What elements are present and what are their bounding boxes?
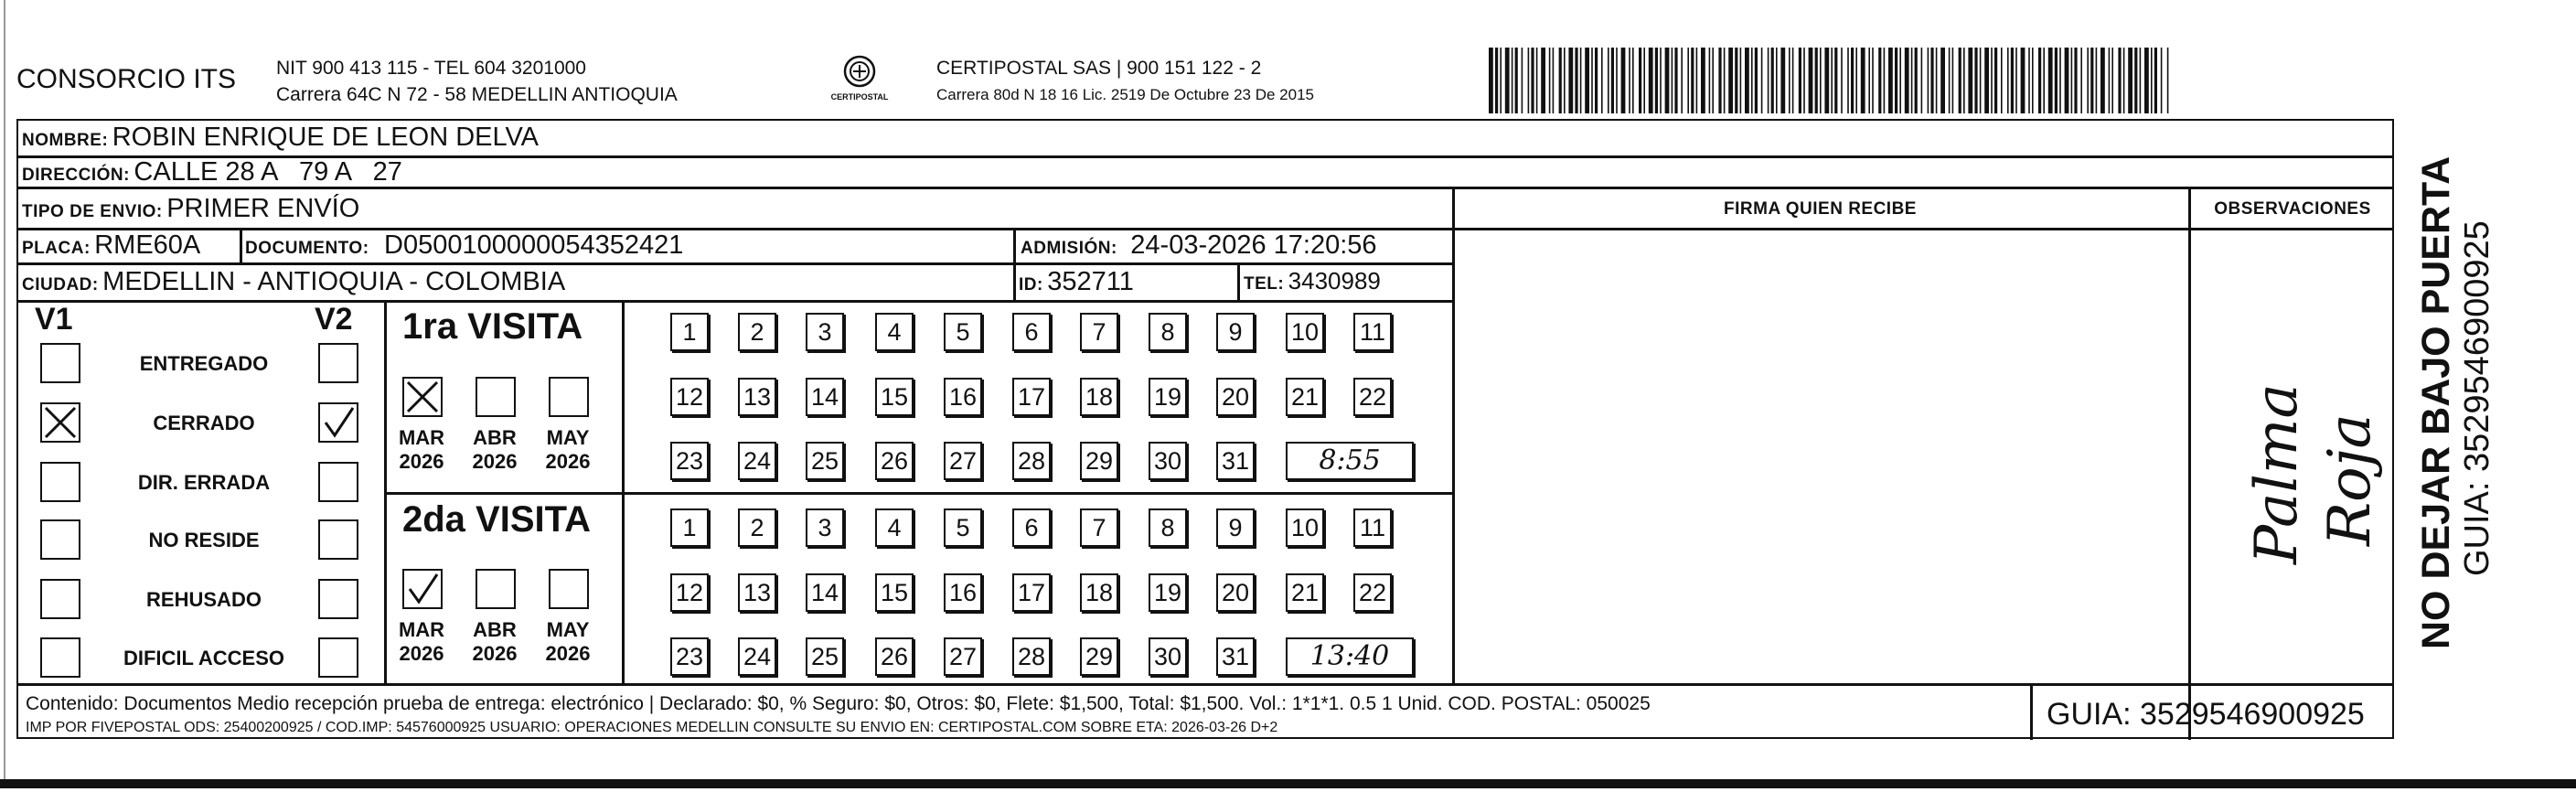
carrier-address: Carrera 80d N 18 16 Lic. 2519 De Octubre 23 De 2015 bbox=[936, 86, 1314, 103]
v1-checkbox[interactable] bbox=[40, 579, 80, 619]
second-visit-day-box[interactable]: 31 bbox=[1216, 637, 1255, 676]
company-address: Carrera 64C N 72 - 58 MEDELLIN ANTIOQUIA bbox=[276, 84, 678, 105]
status-label: NO RESIDE bbox=[148, 529, 260, 551]
v2-checkbox[interactable] bbox=[318, 402, 358, 443]
placa-label: PLACA: bbox=[22, 239, 91, 258]
tel-value: 3430989 bbox=[1288, 267, 1381, 294]
status-label: DIR. ERRADA bbox=[137, 471, 271, 494]
tipo-envio-value: PRIMER ENVÍO bbox=[166, 194, 360, 223]
first-visit-day-box[interactable]: 21 bbox=[1286, 378, 1324, 416]
second-visit-month-label bbox=[463, 618, 527, 666]
month-year: 2026 bbox=[399, 450, 444, 473]
second-visit-day-box[interactable]: 2 bbox=[738, 508, 776, 547]
second-visit-day-box[interactable]: 15 bbox=[875, 573, 914, 612]
month-name: MAY bbox=[546, 426, 590, 449]
side-warning: NO DEJAR BAJO PUERTA bbox=[2414, 155, 2458, 649]
second-visit-day-box[interactable]: 28 bbox=[1012, 637, 1051, 676]
v2-checkbox[interactable] bbox=[318, 579, 358, 619]
first-visit-day-box[interactable]: 10 bbox=[1286, 313, 1324, 351]
second-visit-day-box[interactable]: 24 bbox=[738, 637, 776, 676]
second-visit-day-box[interactable]: 10 bbox=[1286, 508, 1324, 547]
placa-value: RME60A bbox=[94, 230, 201, 260]
footer-guia: GUIA: 3529546900925 bbox=[2047, 697, 2365, 732]
second-visit-day-box[interactable]: 14 bbox=[806, 573, 844, 612]
second-visit-month-label bbox=[536, 618, 600, 666]
second-visit-day-box[interactable]: 7 bbox=[1080, 508, 1118, 547]
first-visit-day-box[interactable]: 23 bbox=[670, 442, 709, 480]
first-visit-day-box[interactable]: 1 bbox=[670, 313, 709, 351]
nombre-label: NOMBRE: bbox=[22, 131, 109, 150]
admision-value: 24-03-2026 17:20:56 bbox=[1130, 230, 1377, 260]
first-visit-day-box[interactable]: 28 bbox=[1012, 442, 1051, 480]
second-visit-day-box[interactable]: 4 bbox=[875, 508, 914, 547]
second-visit-day-box[interactable]: 30 bbox=[1149, 637, 1187, 676]
v1-checkbox[interactable] bbox=[40, 402, 80, 443]
observaciones-label: OBSERVACIONES bbox=[2214, 199, 2371, 219]
first-visit-day-box[interactable]: 11 bbox=[1353, 313, 1392, 351]
second-visit-day-box[interactable]: 26 bbox=[875, 637, 914, 676]
month-year: 2026 bbox=[545, 450, 591, 473]
second-visit-day-box[interactable]: 23 bbox=[670, 637, 709, 676]
month-name: MAR bbox=[398, 618, 445, 641]
first-visit-month-checkbox[interactable] bbox=[549, 377, 589, 417]
imp-text: IMP POR FIVEPOSTAL ODS: 25400200925 / COD.IMP: 54576000925 USUARIO: OPERACIONES MEDELLIN CONSULTE SU ENVIO EN: CERTIPOSTAL.COM SOBRE ETA: 2026-03-26 D+2 bbox=[26, 720, 1278, 735]
tel-label: TEL: bbox=[1244, 274, 1285, 294]
v1-checkbox[interactable] bbox=[40, 343, 80, 383]
side-guia: GUIA: 3529546900925 bbox=[2458, 220, 2496, 576]
first-visit-day-box[interactable]: 5 bbox=[944, 313, 982, 351]
first-visit-day-box[interactable]: 4 bbox=[875, 313, 914, 351]
first-visit-day-box[interactable]: 12 bbox=[670, 378, 709, 416]
first-visit-month-label bbox=[390, 426, 454, 474]
second-visit-day-box[interactable]: 12 bbox=[670, 573, 709, 612]
second-visit-day-box[interactable]: 20 bbox=[1216, 573, 1255, 612]
first-visit-day-box[interactable]: 17 bbox=[1012, 378, 1051, 416]
v2-header: V2 bbox=[315, 302, 353, 337]
second-visit-day-box[interactable]: 17 bbox=[1012, 573, 1051, 612]
second-visit-title: 2da VISITA bbox=[402, 499, 591, 540]
second-visit-day-box[interactable]: 18 bbox=[1080, 573, 1118, 612]
v2-checkbox[interactable] bbox=[318, 462, 358, 502]
v2-checkbox[interactable] bbox=[318, 343, 358, 383]
second-visit-day-box[interactable]: 6 bbox=[1012, 508, 1051, 547]
first-visit-day-box[interactable]: 15 bbox=[875, 378, 914, 416]
first-visit-month-checkbox[interactable] bbox=[402, 377, 443, 417]
second-visit-time-box[interactable]: 13:40 bbox=[1286, 637, 1414, 676]
first-visit-day-box[interactable]: 2 bbox=[738, 313, 776, 351]
second-visit-day-box[interactable]: 9 bbox=[1216, 508, 1255, 547]
observaciones-handwriting-1: Palma bbox=[2243, 383, 2311, 564]
observaciones-handwriting-2: Roja bbox=[2316, 413, 2384, 546]
ciudad-field bbox=[22, 267, 565, 297]
second-visit-month-checkbox[interactable] bbox=[549, 569, 589, 609]
tel-field bbox=[1244, 267, 1381, 295]
admision-field bbox=[1021, 230, 1377, 261]
first-visit-day-box[interactable]: 6 bbox=[1012, 313, 1051, 351]
documento-field bbox=[245, 230, 683, 261]
logo-emblem-icon bbox=[841, 55, 878, 88]
first-visit-month-checkbox[interactable] bbox=[476, 377, 516, 417]
second-visit-day-box[interactable]: 29 bbox=[1080, 637, 1118, 676]
logo-text: CERTIPOSTAL bbox=[830, 92, 889, 102]
firma-label: FIRMA QUIEN RECIBE bbox=[1724, 199, 1917, 219]
certipostal-logo bbox=[818, 55, 901, 110]
second-visit-month-checkbox[interactable] bbox=[402, 569, 443, 609]
contenido-text: Contenido: Documentos Medio recepción prueba de entrega: electrónico | Declarado: $0, % Seguro: $0, Otros: $0, Flete: $1,500, Total: $1,500. Vol.: 1*1*1. 0.5 1 Unid. COD. POSTAL: 050025 bbox=[26, 693, 1651, 714]
first-visit-day-box[interactable]: 30 bbox=[1149, 442, 1187, 480]
placa-field bbox=[22, 230, 200, 261]
month-name: MAR bbox=[398, 426, 445, 449]
status-label: REHUSADO bbox=[146, 588, 262, 611]
month-name: MAY bbox=[546, 618, 590, 641]
status-label: CERRADO bbox=[153, 412, 255, 434]
second-visit-day-box[interactable]: 22 bbox=[1353, 573, 1392, 612]
v1-header: V1 bbox=[35, 302, 73, 337]
carrier-name: CERTIPOSTAL SAS | 900 151 122 - 2 bbox=[936, 58, 1262, 79]
second-visit-day-box[interactable]: 21 bbox=[1286, 573, 1324, 612]
first-visit-day-box[interactable]: 31 bbox=[1216, 442, 1255, 480]
direccion-label: DIRECCIÓN: bbox=[22, 166, 130, 185]
first-visit-day-box[interactable]: 8 bbox=[1149, 313, 1187, 351]
second-visit-month-label bbox=[390, 618, 454, 666]
first-visit-month-label bbox=[536, 426, 600, 474]
first-visit-day-box[interactable]: 7 bbox=[1080, 313, 1118, 351]
id-label: ID: bbox=[1019, 275, 1043, 294]
first-visit-day-box[interactable]: 16 bbox=[944, 378, 982, 416]
first-visit-month-label bbox=[463, 426, 527, 474]
direccion-value: CALLE 28 A 79 A 27 bbox=[134, 157, 402, 187]
second-visit-day-box[interactable]: 27 bbox=[944, 637, 982, 676]
first-visit-day-box[interactable]: 20 bbox=[1216, 378, 1255, 416]
id-field bbox=[1019, 267, 1134, 297]
second-visit-day-box[interactable]: 11 bbox=[1353, 508, 1392, 547]
nombre-value: ROBIN ENRIQUE DE LEON DELVA bbox=[112, 123, 539, 152]
first-visit-day-box[interactable]: 29 bbox=[1080, 442, 1118, 480]
documento-value: D0500100000054352421 bbox=[384, 230, 684, 260]
v1-checkbox[interactable] bbox=[40, 637, 80, 678]
admision-label: ADMISIÓN: bbox=[1021, 239, 1117, 258]
company-nit: NIT 900 413 115 - TEL 604 3201000 bbox=[276, 58, 586, 79]
documento-label: DOCUMENTO: bbox=[245, 239, 369, 258]
second-visit-day-box[interactable]: 5 bbox=[944, 508, 982, 547]
second-visit-day-box[interactable]: 1 bbox=[670, 508, 709, 547]
status-label: DIFICIL ACCESO bbox=[123, 647, 284, 669]
first-visit-day-box[interactable]: 22 bbox=[1353, 378, 1392, 416]
second-visit-month-checkbox[interactable] bbox=[476, 569, 516, 609]
second-visit-day-box[interactable]: 16 bbox=[944, 573, 982, 612]
second-visit-day-box[interactable]: 19 bbox=[1149, 573, 1187, 612]
company-name: CONSORCIO ITS bbox=[16, 64, 237, 94]
first-visit-day-box[interactable]: 26 bbox=[875, 442, 914, 480]
first-visit-day-box[interactable]: 27 bbox=[944, 442, 982, 480]
second-visit-day-box[interactable]: 25 bbox=[806, 637, 844, 676]
month-name: ABR bbox=[473, 618, 517, 641]
v1-checkbox[interactable] bbox=[40, 519, 80, 560]
barcode bbox=[1489, 48, 2175, 113]
month-year: 2026 bbox=[399, 642, 444, 665]
second-visit-day-box[interactable]: 13 bbox=[738, 573, 776, 612]
first-visit-day-box[interactable]: 9 bbox=[1216, 313, 1255, 351]
second-visit-day-box[interactable]: 8 bbox=[1149, 508, 1187, 547]
first-visit-day-box[interactable]: 24 bbox=[738, 442, 776, 480]
direccion-row bbox=[22, 157, 402, 187]
first-visit-day-box[interactable]: 25 bbox=[806, 442, 844, 480]
first-visit-day-box[interactable]: 13 bbox=[738, 378, 776, 416]
month-name: ABR bbox=[473, 426, 517, 449]
first-visit-title: 1ra VISITA bbox=[402, 306, 583, 347]
v1-checkbox[interactable] bbox=[40, 462, 80, 502]
first-visit-day-box[interactable]: 14 bbox=[806, 378, 844, 416]
first-visit-day-box[interactable]: 19 bbox=[1149, 378, 1187, 416]
month-year: 2026 bbox=[472, 642, 518, 665]
ciudad-value: MEDELLIN - ANTIOQUIA - COLOMBIA bbox=[102, 267, 566, 296]
nombre-row bbox=[22, 123, 539, 153]
month-year: 2026 bbox=[545, 642, 591, 665]
v2-checkbox[interactable] bbox=[318, 519, 358, 560]
status-label: ENTREGADO bbox=[139, 352, 269, 375]
first-visit-time-box[interactable]: 8:55 bbox=[1286, 442, 1414, 480]
tipo-envio-label: TIPO DE ENVIO: bbox=[22, 202, 163, 221]
tipo-envio-row bbox=[22, 194, 359, 224]
month-year: 2026 bbox=[472, 450, 518, 473]
first-visit-day-box[interactable]: 18 bbox=[1080, 378, 1118, 416]
v2-checkbox[interactable] bbox=[318, 637, 358, 678]
second-visit-day-box[interactable]: 3 bbox=[806, 508, 844, 547]
id-value: 352711 bbox=[1047, 267, 1134, 296]
ciudad-label: CIUDAD: bbox=[22, 275, 99, 294]
first-visit-day-box[interactable]: 3 bbox=[806, 313, 844, 351]
